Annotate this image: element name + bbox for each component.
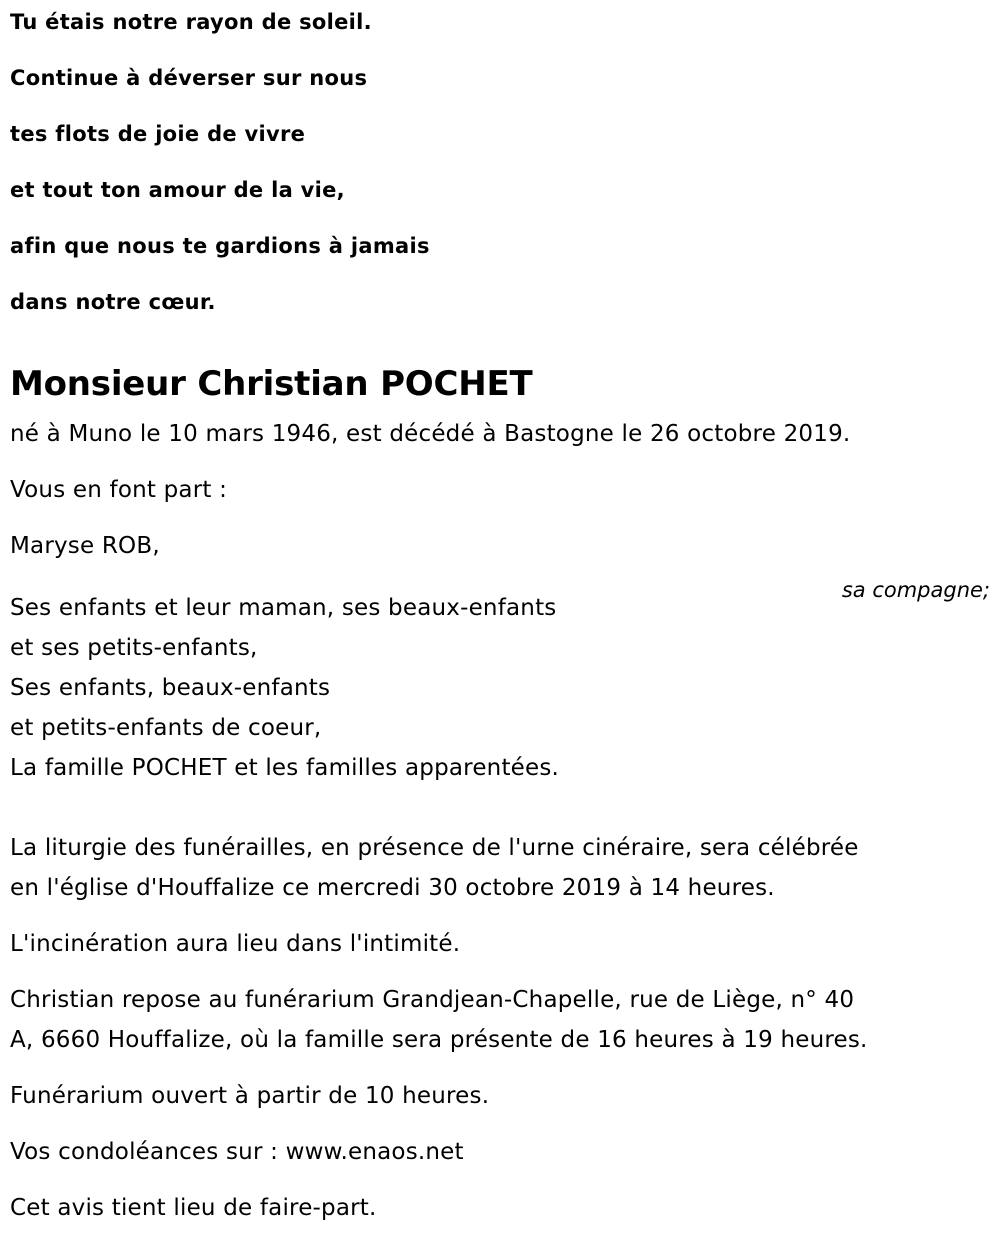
partner-name: Maryse ROB, <box>10 533 160 559</box>
poem-line: tes flots de joie de vivre <box>10 122 306 146</box>
liturgy-line: en l'église d'Houffalize ce mercredi 30 octobre 2019 à 14 heures. <box>10 875 775 901</box>
partner-role: sa compagne; <box>841 578 990 602</box>
condolences-link[interactable]: www.enaos.net <box>285 1139 464 1165</box>
incineration-line: L'incinération aura lieu dans l'intimité. <box>10 931 461 957</box>
family-line: et ses petits-enfants, <box>10 635 258 661</box>
notice-line: Cet avis tient lieu de faire-part. <box>10 1195 377 1221</box>
family-line: et petits-enfants de coeur, <box>10 715 322 741</box>
condolences-line <box>10 1137 464 1167</box>
rest-location-line: A, 6660 Houffalize, où la famille sera présente de 16 heures à 19 heures. <box>10 1027 868 1053</box>
announcement-intro: Vous en font part : <box>10 477 228 503</box>
birth-death-line: né à Muno le 10 mars 1946, est décédé à Bastogne le 26 octobre 2019. <box>10 421 851 447</box>
condolences-label: Vos condoléances sur : <box>10 1139 286 1165</box>
poem-line: afin que nous te gardions à jamais <box>10 234 430 258</box>
poem-line: Tu étais notre rayon de soleil. <box>10 10 372 34</box>
family-line: La famille POCHET et les familles apparentées. <box>10 755 560 781</box>
deceased-name: Monsieur Christian POCHET <box>10 364 533 404</box>
poem-line: et tout ton amour de la vie, <box>10 178 345 202</box>
liturgy-line: La liturgie des funérailles, en présence de l'urne cinéraire, sera célébrée <box>10 835 859 861</box>
poem-line: dans notre cœur. <box>10 290 216 314</box>
family-line: Ses enfants et leur maman, ses beaux-enfants <box>10 595 557 621</box>
poem-line: Continue à déverser sur nous <box>10 66 368 90</box>
family-line: Ses enfants, beaux-enfants <box>10 675 331 701</box>
rest-location-line: Christian repose au funérarium Grandjean-Chapelle, rue de Liège, n° 40 <box>10 987 855 1013</box>
opening-hours-line: Funérarium ouvert à partir de 10 heures. <box>10 1083 490 1109</box>
